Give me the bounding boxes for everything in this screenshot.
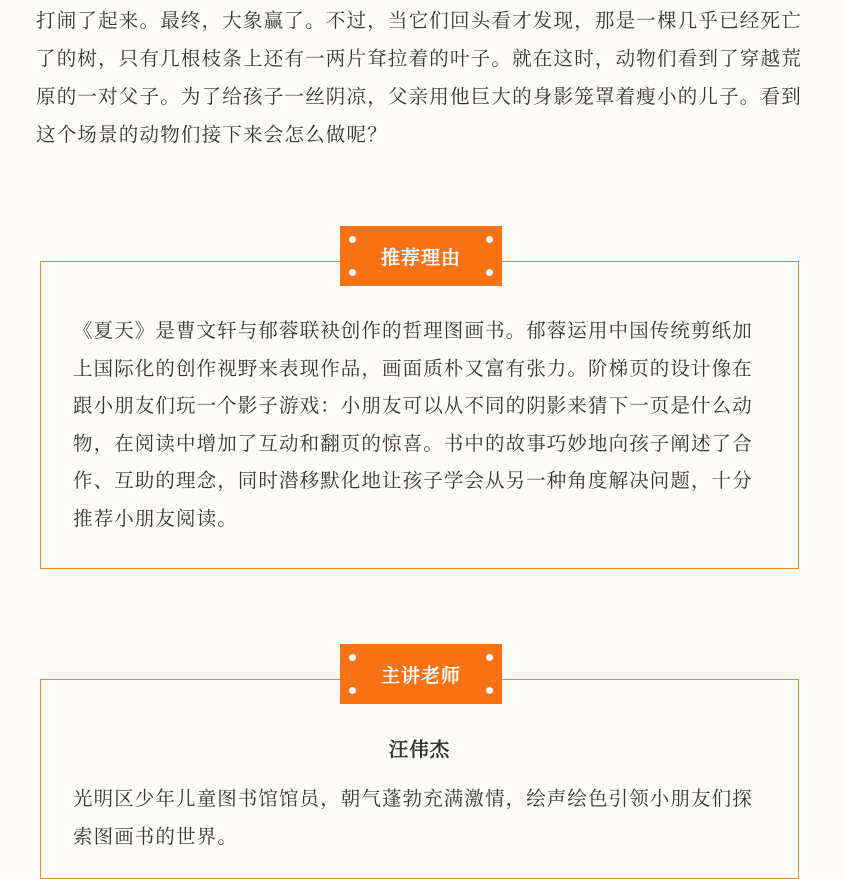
teacher-title: 主讲老师 (380, 664, 461, 687)
intro-section (36, 2, 816, 154)
teacher-name: 汪伟杰 (388, 738, 451, 761)
recommend-box (40, 261, 799, 569)
decor-dot (486, 236, 493, 243)
decor-dot (486, 687, 493, 694)
decor-dot (486, 269, 493, 276)
decor-dot (486, 654, 493, 661)
decor-dot (349, 687, 356, 694)
decor-dot (349, 654, 356, 661)
recommend-text: 《夏天》是曹文轩与郁蓉联袂创作的哲理图画书。郁蓉运用中国传统剪纸加上国际化的创作视野来表现作品，画面质朴又富有张力。阶梯页的设计像在跟小朋友们玩一个影子游戏：小朋友可以从不同的阴影来猜下一页是什么动物，在阅读中增加了互动和翻页的惊喜。书中的故事巧妙地向孩子阐述了合作、互助的理念，同时潜移默化地让孩子学会从另一种角度解决问题，十分推荐小朋友阅读。 (73, 319, 753, 530)
decor-dot (349, 269, 356, 276)
decor-dot (349, 236, 356, 243)
teacher-text: 光明区少年儿童图书馆馆员，朝气蓬勃充满激情，绘声绘色引领小朋友们探索图画书的世界。 (73, 787, 753, 848)
recommend-title-badge (340, 226, 502, 286)
intro-paragraph: 打闹了起来。最终，大象赢了。不过，当它们回头看才发现，那是一棵几乎已经死亡了的树，只有几根枝条上还有一两片耷拉着的叶子。就在这时，动物们看到了穿越荒原的一对父子。为了给孩子一丝阴凉，父亲用他巨大的身影笼罩着瘦小的儿子。看到这个场景的动物们接下来会怎么做呢？ (36, 9, 802, 146)
teacher-title-badge (340, 644, 502, 704)
recommend-title: 推荐理由 (380, 246, 461, 269)
teacher-box (40, 679, 799, 879)
